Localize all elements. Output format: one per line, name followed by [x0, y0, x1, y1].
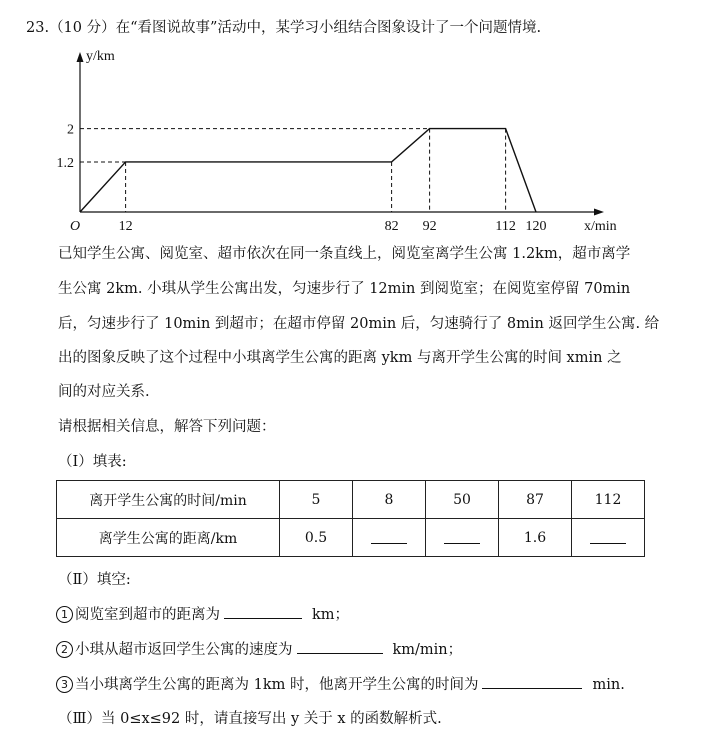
- table-cell: 0.5: [280, 519, 353, 557]
- part1-label: （Ⅰ）填表:: [58, 454, 127, 470]
- table-cell: 8: [353, 481, 426, 519]
- table-row-distance: [57, 519, 645, 557]
- question-points: （10 分）: [49, 20, 116, 36]
- fill-item-text: 阅览室到超市的距离为: [75, 607, 220, 623]
- x-tick-label: 112: [495, 219, 516, 234]
- y-tick-label: 2: [67, 122, 74, 138]
- part2-label: （Ⅱ）填空:: [58, 572, 131, 588]
- y-axis-arrow: [77, 52, 84, 62]
- origin-label: O: [70, 219, 81, 234]
- answer-blank[interactable]: [444, 531, 480, 544]
- fill-item-unit: km/min；: [392, 642, 463, 658]
- y-axis-label: y/km: [86, 49, 115, 64]
- x-axis-label: x/min: [584, 219, 617, 234]
- table-cell: 1.6: [499, 519, 572, 557]
- paragraph-line-3: 后，匀速步行了 10min 到超市；在超市停留 20min 后，匀速骑行了 8min 返回学生公寓. 给: [58, 316, 660, 332]
- question-number: 23: [26, 20, 45, 36]
- question-intro: 在“看图说故事”活动中，某学习小组结合图象设计了一个问题情境.: [115, 20, 542, 36]
- table-blank-cell[interactable]: [426, 519, 499, 557]
- table-cell: 87: [499, 481, 572, 519]
- table-cell: 5: [280, 481, 353, 519]
- fill-item-unit: km；: [312, 607, 350, 623]
- item-number-circle: 1: [56, 606, 73, 623]
- part3-text: （Ⅲ）当 0≤x≤92 时，请直接写出 y 关于 x 的函数解析式.: [58, 711, 442, 727]
- table-header-time: 离开学生公寓的时间/min: [57, 481, 280, 519]
- answer-blank[interactable]: [371, 531, 407, 544]
- item-number-circle: 3: [56, 676, 73, 693]
- fill-item-unit: min.: [592, 677, 625, 693]
- paragraph-line-5: 间的对应关系.: [58, 384, 150, 400]
- answer-blank[interactable]: [482, 674, 582, 689]
- paragraph-line-1: 已知学生公寓、阅览室、超市依次在同一条直线上，阅览室离学生公寓 1.2km，超市离学: [58, 246, 631, 262]
- table-cell: 50: [426, 481, 499, 519]
- x-axis-arrow: [594, 209, 604, 216]
- table-blank-cell[interactable]: [353, 519, 426, 557]
- distance-time-graph: [0, 40, 660, 240]
- fill-item-text: 当小琪离学生公寓的距离为 1km 时，他离开学生公寓的时间为: [75, 677, 479, 693]
- table-cell: 112: [572, 481, 645, 519]
- answer-blank[interactable]: [590, 531, 626, 544]
- distance-series-line: [80, 129, 536, 212]
- table-blank-cell[interactable]: [572, 519, 645, 557]
- fill-item-2: [56, 639, 462, 660]
- table-row-time: [57, 481, 645, 519]
- item-number-circle: 2: [56, 641, 73, 658]
- fill-item-text: 小琪从超市返回学生公寓的速度为: [75, 642, 293, 658]
- fill-item-1: [56, 604, 349, 625]
- paragraph-line-4: 出的图象反映了这个过程中小琪离学生公寓的距离 ykm 与离开学生公寓的时间 xmin 之: [58, 350, 622, 366]
- paragraph-line-2: 生公寓 2km. 小琪从学生公寓出发，匀速步行了 12min 到阅览室；在阅览室停留 70min: [58, 281, 631, 297]
- question-header: 23.（10 分）在“看图说故事”活动中，某学习小组结合图象设计了一个问题情境.: [26, 20, 542, 36]
- x-tick-label: 120: [525, 219, 547, 234]
- table-header-distance: 离学生公寓的距离/km: [57, 519, 280, 557]
- fill-table: [56, 480, 645, 557]
- answer-blank[interactable]: [297, 639, 383, 654]
- x-tick-label: 92: [422, 219, 437, 234]
- x-tick-label: 82: [384, 219, 399, 234]
- prompt-text: 请根据相关信息，解答下列问题：: [58, 419, 276, 435]
- x-tick-label: 12: [118, 219, 133, 234]
- y-tick-label: 1.2: [56, 155, 74, 171]
- answer-blank[interactable]: [224, 604, 302, 619]
- fill-item-3: [56, 674, 625, 695]
